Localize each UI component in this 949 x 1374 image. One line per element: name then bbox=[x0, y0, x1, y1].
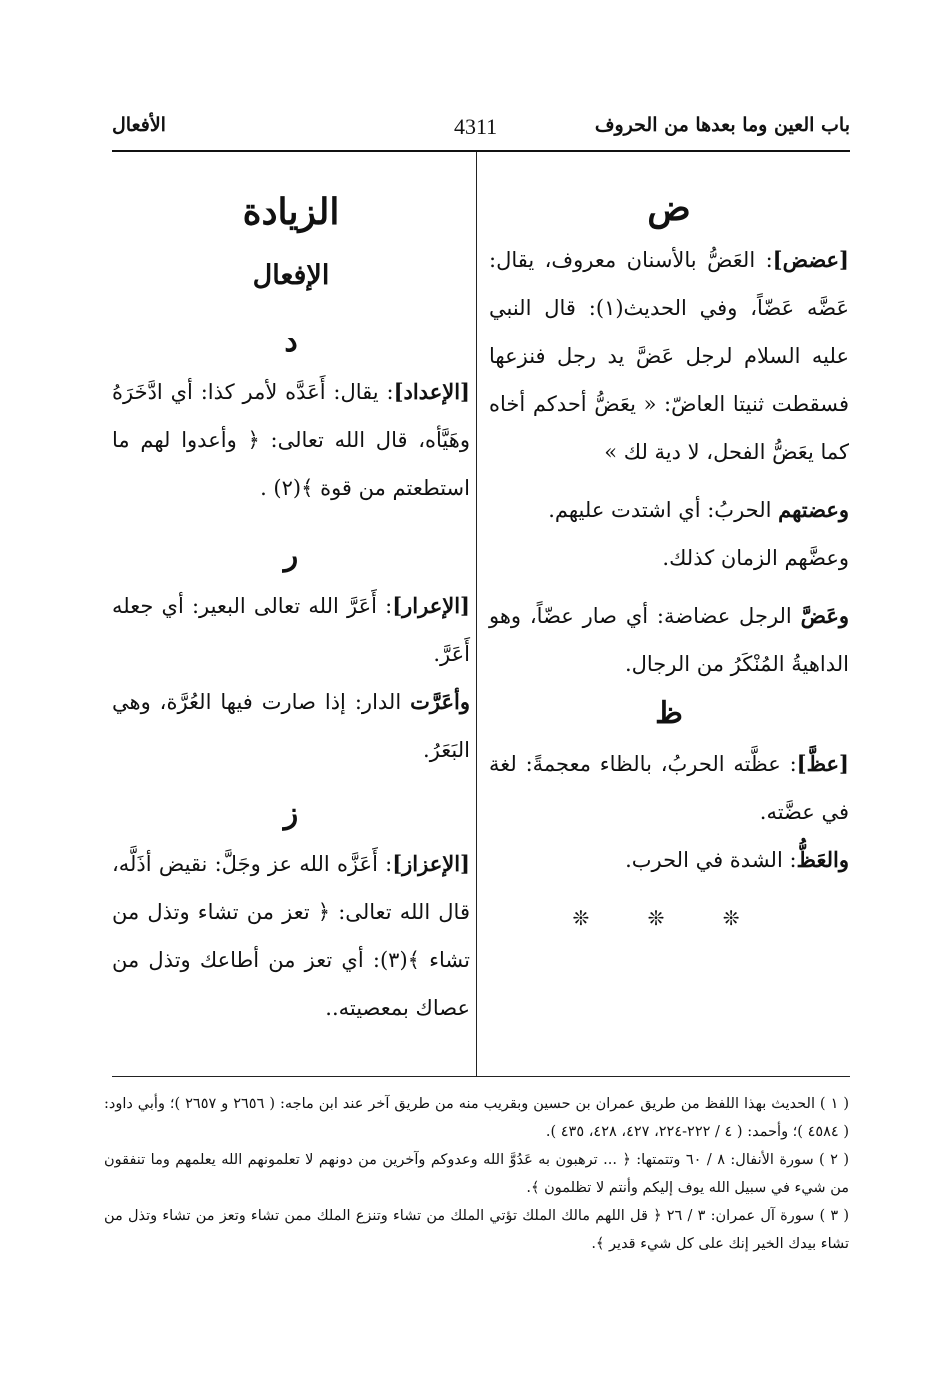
header-rule bbox=[112, 150, 850, 152]
entry-headword: [الإعداد] bbox=[393, 379, 470, 404]
entry-text: : أَعَرَّ الله تعالى البعير: أي جعله أَعَرَّ. bbox=[112, 594, 470, 666]
entry-headword: وعَضَّ bbox=[800, 603, 849, 628]
entry-text: : العَضُّ بالأسنان معروف، يقال: عَضَّه عَضّاً، وفي الحديث(١): قال النبي عليه السلام لرجل عَضَّ يد رجل فنزعها فسقطت ثنيتا العاضّ: « يعَضُّ أحدكم أخاه كما يعَضُّ الفحل، لا دية لك » bbox=[489, 248, 849, 464]
entry-add bbox=[489, 236, 849, 476]
letter-heading-zay: ز bbox=[283, 796, 299, 831]
column-divider bbox=[476, 152, 477, 1076]
entry-iedad bbox=[112, 368, 470, 512]
entry-iearar bbox=[112, 582, 470, 678]
entry-text: : الشدة في الحرب. bbox=[625, 848, 797, 872]
entry-text: : أَعَزَّه الله عز وجَلَّ: نقيض أذَلَّه، قال الله تعالى: ﴿ تعز من تشاء وتذل من تشاء ﴾(٣): أي تعز من أطاعك وتذل من عصاك بمعصيته.. bbox=[112, 852, 470, 1020]
footnote-rule bbox=[112, 1076, 850, 1077]
entry-addada bbox=[489, 592, 849, 688]
entry-ieazaz bbox=[112, 840, 470, 1032]
entry-al-azz bbox=[489, 836, 849, 884]
entry-headword: والعَظُّ bbox=[796, 847, 849, 872]
footnotes bbox=[104, 1090, 849, 1258]
entry-addahum-zaman: وعضَّهم الزمان كذلك. bbox=[662, 546, 849, 570]
entry-headword: وأعَرَّت bbox=[410, 689, 470, 714]
letter-heading-dal: د bbox=[284, 324, 298, 359]
entry-text: الرجل عضاضة: أي صار عضّاً، وهو الداهيةُ المُنْكَرُ من الرجال. bbox=[489, 604, 849, 676]
section-heading: الزيادة bbox=[242, 191, 340, 233]
letter-heading-zaa: ظ bbox=[655, 696, 683, 731]
entry-text: : عظَّته الحربُ، بالظاء معجمةً: لغة في عضَّته. bbox=[489, 752, 849, 824]
left-column bbox=[112, 180, 470, 1032]
page-number: 4311 bbox=[454, 114, 498, 139]
entry-text: : يقال: أَعَدَّه لأمر كذا: أي ادَّخَرَهُ وهَيَّأه، قال الله تعالى: ﴿ وأعدوا لهم ما استطعتم من قوة ﴾(٢) . bbox=[112, 380, 470, 500]
letter-heading-dad: ض bbox=[647, 187, 691, 229]
entry-text: الحربُ: أي اشتدت عليهم. bbox=[548, 498, 779, 522]
right-column bbox=[489, 180, 849, 938]
footnote-3: ( ٣ ) سورة آل عمران: ٣ / ٢٦ ﴿ قل اللهم مالك الملك تؤتي الملك من تشاء وتنزع الملك ممن تشاء وتعز من تشاء وتذل من تشاء بيدك الخير إنك على كل شيء قدير ﴾. bbox=[104, 1208, 849, 1252]
footnote-1: ( ١ ) الحديث بهذا اللفظ من طريق عمران بن حسين وبقريب منه من طريق آخر عند ابن ماجه: ( ٢٦٥٦ و ٢٦٥٧ )؛ وأبي داود: ( ٤٥٨٤ )؛ وأحمد: ( ٤ / ٢٢٢-٢٢٤، ٤٢٧، ٤٢٨، ٤٣٥ ). bbox=[104, 1096, 849, 1140]
entry-headword: وعضتهم bbox=[778, 497, 849, 522]
entry-text: الدار: إذا صارت فيها العُرَّة، وهي البَعَرُ. bbox=[112, 690, 470, 762]
chapter-title: باب العين وما بعدها من الحروف bbox=[594, 114, 850, 136]
entry-addathum bbox=[489, 486, 849, 534]
section-title: الأفعال bbox=[112, 114, 166, 136]
entry-headword: [عضض] bbox=[772, 247, 849, 272]
entry-azz bbox=[489, 740, 849, 836]
entry-headword: [الإعزاز] bbox=[392, 851, 470, 876]
subsection-heading: الإفعال bbox=[252, 260, 330, 291]
page-header bbox=[112, 110, 850, 150]
entry-headword: [الإعرار] bbox=[392, 593, 470, 618]
letter-heading-ra: ر bbox=[283, 538, 299, 573]
entry-headword: [عظَّ] bbox=[796, 751, 849, 776]
footnote-2: ( ٢ ) سورة الأنفال: ٨ / ٦٠ وتتمتها: ﴿ ... ترهبون به عَدُوَّ الله وعدوكم وآخرين من دونهم لا تعلمونهم الله يعلمهم وما تنفقون من شيء في سبيل الله يوف إليكم وأنتم لا تظلمون ﴾. bbox=[104, 1152, 849, 1196]
section-end-stars: ❊ ❊ ❊ bbox=[572, 906, 766, 930]
entry-aarrat bbox=[112, 678, 470, 774]
